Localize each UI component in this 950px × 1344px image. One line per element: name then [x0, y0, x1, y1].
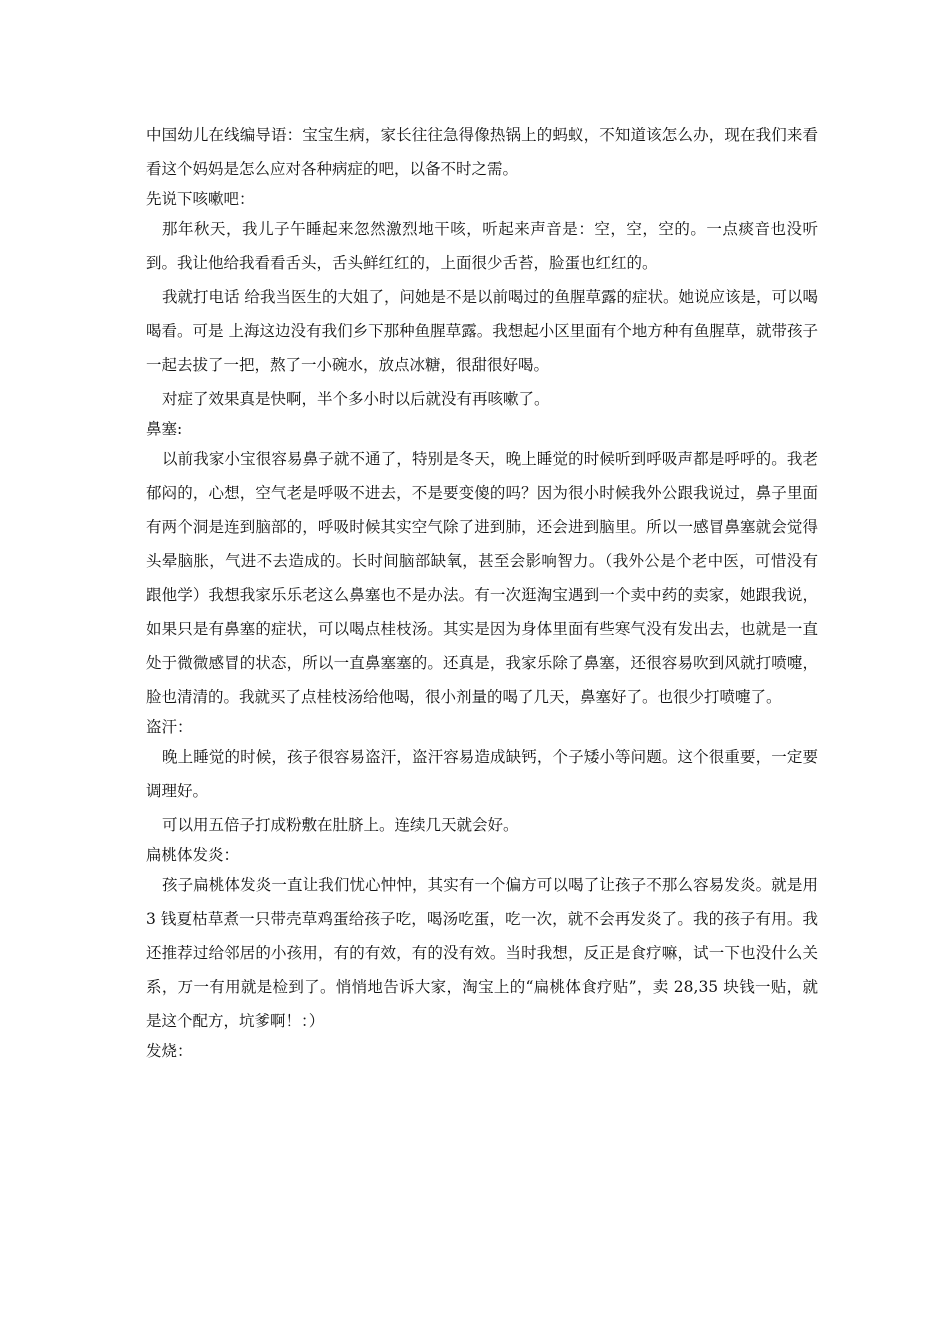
body-paragraph: 以前我家小宝很容易鼻子就不通了，特别是冬天，晚上睡觉的时候听到呼吸声都是呼呼的。我老郁闷的，心想，空气老是呼吸不进去，不是要变傻的吗？因为很小时候我外公跟我说过，鼻子里面有两个洞是连到脑部的，呼吸时候其实空气除了进到肺，还会进到脑里。所以一感冒鼻塞就会觉得头晕脑胀，气进不去造成的。长时间脑部缺氧，甚至会影响智力。（我外公是个老中医，可惜没有跟他学）我想我家乐乐老这么鼻塞也不是办法。有一次逛淘宝遇到一个卖中药的卖家，她跟我说，如果只是有鼻塞的症状，可以喝点桂枝汤。其实是因为身体里面有些寒气没有发出去，也就是一直处于微微感冒的状态，所以一直鼻塞塞的。还真是，我家乐除了鼻塞，还很容易吹到风就打喷嚏，脸也清清的。我就买了点桂枝汤给他喝，很小剂量的喝了几天，鼻塞好了。也很少打喷嚏了。 — [146, 450, 818, 706]
section-cough — [146, 186, 818, 416]
body-paragraph: 晚上睡觉的时候，孩子很容易盗汗，盗汗容易造成缺钙，个子矮小等问题。这个很重要，一定要调理好。 — [146, 748, 818, 800]
body-paragraph: 可以用五倍子打成粉敷在肚脐上。连续几天就会好。 — [162, 816, 519, 834]
section-heading: 先说下咳嗽吧： — [146, 190, 255, 208]
document-page — [146, 118, 818, 1064]
section-fever — [146, 1038, 818, 1064]
intro-paragraph: 中国幼儿在线编导语：宝宝生病，家长往往急得像热锅上的蚂蚁，不知道该怎么办，现在我们来看看这个妈妈是怎么应对各种病症的吧，以备不时之需。 — [146, 126, 818, 178]
body-paragraph: 我就打电话 给我当医生的大姐了，问她是不是以前喝过的鱼腥草露的症状。她说应该是，可以喝喝看。可是 上海这边没有我们乡下那种鱼腥草露。我想起小区里面有个地方种有鱼腥草，就带孩子一起去拔了一把，熬了一小碗水，放点冰糖，很甜很好喝。 — [146, 288, 818, 374]
section-heading: 发烧： — [146, 1042, 193, 1060]
section-tonsillitis — [146, 842, 818, 1038]
section-nasal-congestion — [146, 416, 818, 714]
body-paragraph: 孩子扁桃体发炎一直让我们忧心忡忡，其实有一个偏方可以喝了让孩子不那么容易发炎。就是用 3 钱夏枯草煮一只带壳草鸡蛋给孩子吃，喝汤吃蛋，吃一次，就不会再发炎了。我的孩子有用。我还推荐过给邻居的小孩用，有的有效，有的没有效。当时我想，反正是食疗嘛，试一下也没什么关系，万一有用就是检到了。悄悄地告诉大家，淘宝上的“扁桃体食疗贴”，卖 28,35 块钱一贴，就是这个配方，坑爹啊！：） — [146, 876, 818, 1030]
section-heading: 鼻塞: — [146, 420, 183, 438]
body-paragraph: 对症了效果真是快啊，半个多小时以后就没有再咳嗽了。 — [162, 390, 550, 408]
section-heading: 扁桃体发炎： — [146, 846, 240, 864]
body-paragraph: 那年秋天，我儿子午睡起来忽然激烈地干咳，听起来声音是：空，空，空的。一点痰音也没听到。我让他给我看看舌头，舌头鲜红红的，上面很少舌苔，脸蛋也红红的。 — [146, 220, 818, 272]
section-night-sweats — [146, 714, 818, 842]
section-heading: 盗汗： — [146, 718, 193, 736]
